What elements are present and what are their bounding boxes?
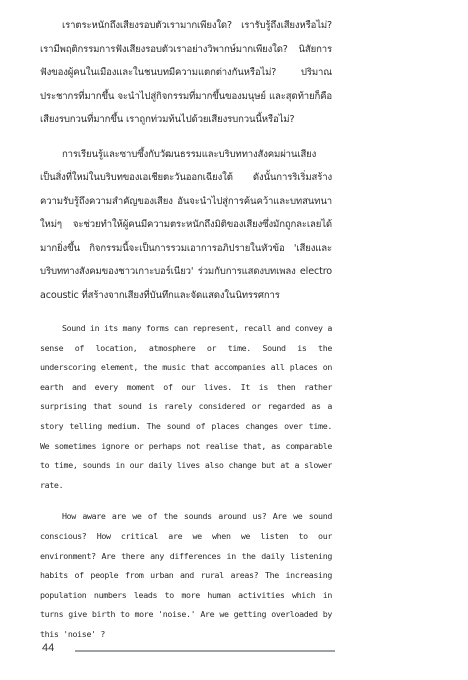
thai-paragraph-2: การเรียนรู้และซาบซึ้งกับวัฒนธรรมและบริบททางสังคมผ่านเสียง เป็นสิ่งที่ใหม่ในบริบทของเอเชียตะวันออกเฉียงใต้ ดังนั้นการริเริ่มสร้างความรับรู้ถึงความสำคัญของเสียง อันจะนำไปสู่การค้นคว้าและบทสนทนาใหม่ๆ จะช่วยทำให้ผู้คนมีความตระหนักถึงมิติของเสียงซึ่งมักถูกละเลยได้มากยิ่งขึ้น กิจกรรมนี้จะเป็นการรวมเอาการอภิปรายในหัวข้อ 'เสียงและบริบททางสังคมของชาวเกาะบอร์เนียว' ร่วมกับการแสดงบทเพลง electro acoustic ที่สร้างจากเสียงที่บันทึกและจัดแสดงในนิทรรศการ bbox=[40, 148, 332, 301]
page-number: 44 bbox=[42, 642, 55, 654]
page-footer bbox=[42, 642, 332, 656]
english-paragraph-2: How aware are we of the sounds around us? Are we sound conscious? How critical are we when we listen to our environment? Are there any differences in the daily listening habits of people from urban and rural areas? The increasing population numbers leads to more human activities which in turns give birth to more 'noise.' Are we getting overloaded by this 'noise' ? bbox=[40, 511, 332, 639]
english-paragraph-1: Sound in its many forms can represent, recall and convey a sense of location, atmosphere or time. Sound is the underscoring element, the music that accompanies all places on earth and every moment of our lives. It is then rather surprising that sound is rarely considered or regarded as a story telling medium. The sound of places changes over time. We sometimes ignore or perhaps not realise that, as comparable to time, sounds in our daily lives also change but at a slower rate. bbox=[40, 323, 332, 490]
footer-rule bbox=[75, 650, 335, 652]
page-body bbox=[40, 14, 332, 645]
thai-paragraph-1: เราตระหนักถึงเสียงรอบตัวเรามากเพียงใด? เรารับรู้ถึงเสียงหรือไม่? เรามีพฤติกรรมการฟังเสียงรอบตัวเราอย่างวิพากษ์มากเพียงใด? นิสัยการฟังของผู้คนในเมืองและในชนบทมีความแตกต่างกันหรือไม่? ปริมาณประชากรที่มากขึ้น จะนำไปสู่กิจกรรมที่มากขึ้นของมนุษย์ และสุดท้ายก็คือเสียงรบกวนที่มากขึ้น เราถูกท่วมท้นไปด้วยเสียงรบกวนนี้หรือไม่? bbox=[40, 20, 332, 125]
